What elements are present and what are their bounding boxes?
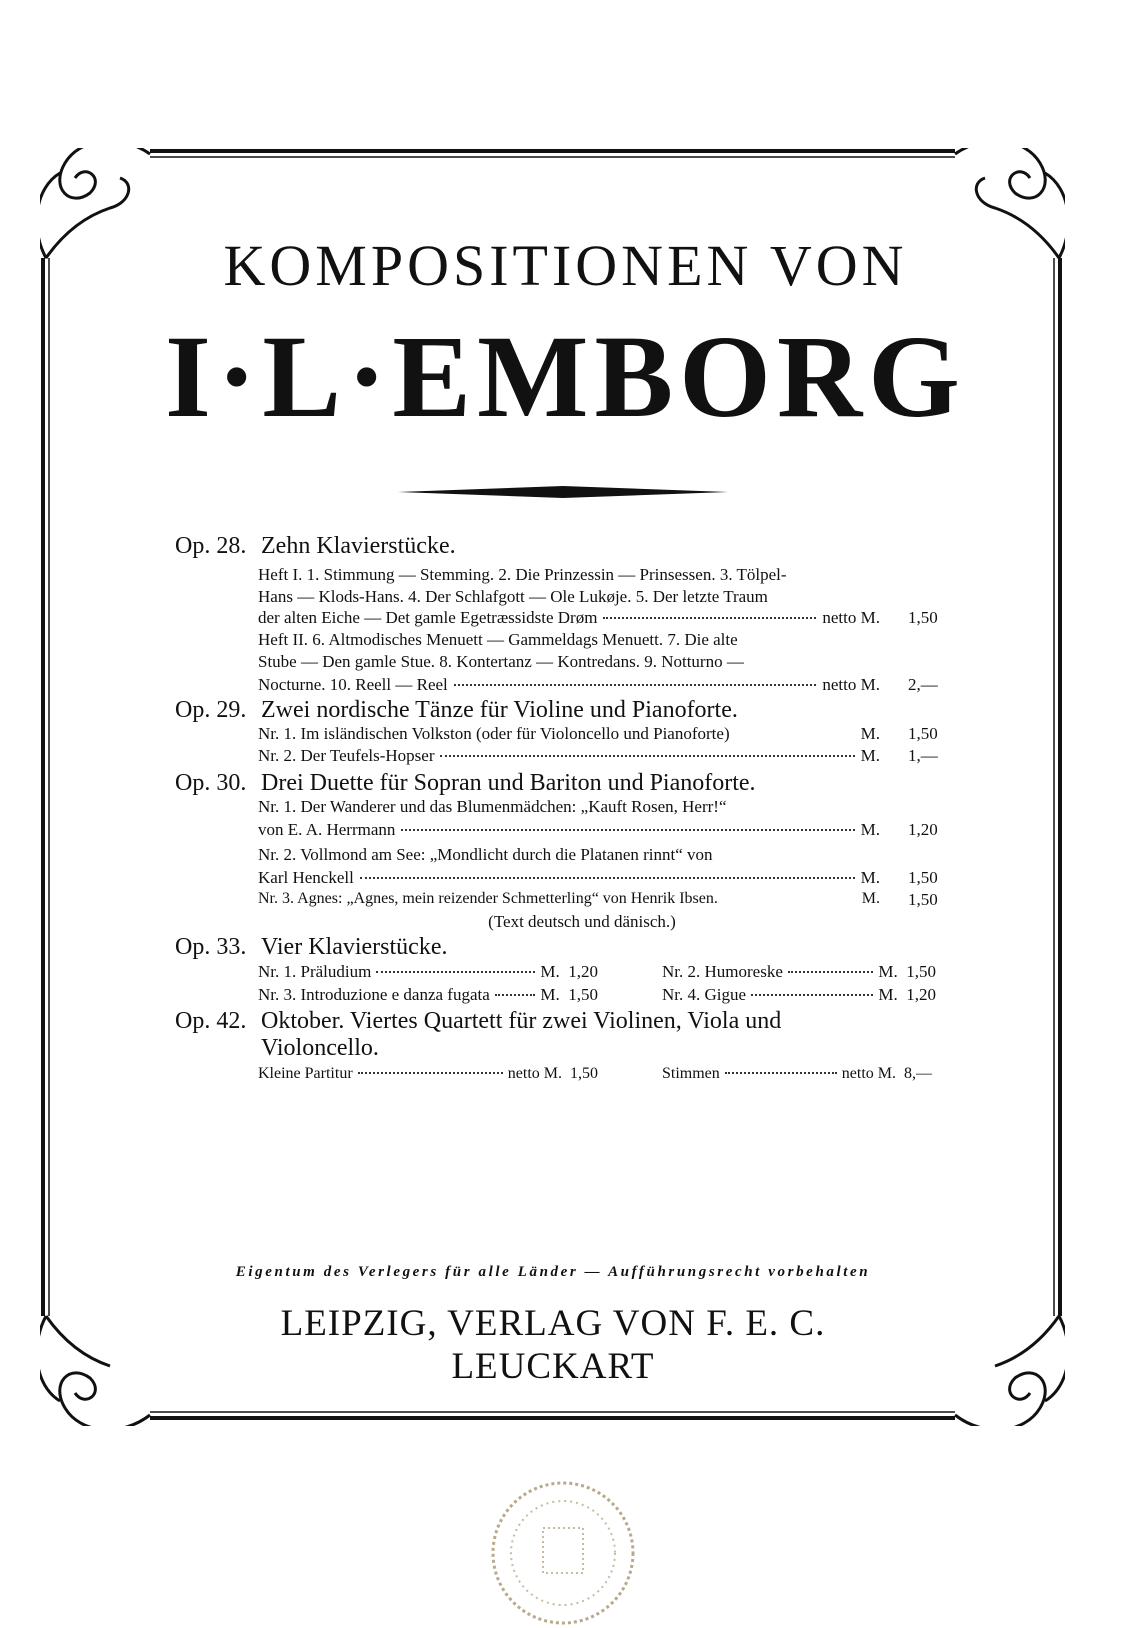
work-line: Nr. 3. Agnes: „Agnes, mein reizender Schmetterling“ von Henrik Ibsen. M.	[258, 890, 880, 907]
work-heading-op30: Op. 30. Drei Duette für Sopran und Bariton und Pianoforte.	[175, 770, 756, 796]
work-line: Stimmen netto M. 8,—	[662, 1065, 932, 1082]
work-heading-op28: Op. 28. Zehn Klavierstücke.	[175, 533, 456, 559]
work-line: Heft I. 1. Stimmung — Stemming. 2. Die Prinzessin — Prinsessen. 3. Tölpel-	[258, 565, 787, 584]
work-line: Nr. 2. Humoreske M. 1,50	[662, 962, 936, 981]
price: 1,20	[908, 820, 938, 839]
price: 1,50	[908, 868, 938, 887]
rights-notice: Eigentum des Verlegers für alle Länder — Aufführungsrecht vorbehalten	[235, 1264, 871, 1280]
price: 1,50	[908, 724, 938, 743]
work-heading-op33: Op. 33. Vier Klavierstücke.	[175, 934, 448, 960]
work-line: von E. A. Herrmann M.	[258, 820, 880, 839]
work-line: Nr. 4. Gigue M. 1,20	[662, 985, 936, 1004]
price: 1,50	[908, 608, 938, 627]
work-line: Stube — Den gamle Stue. 8. Kontertanz — Kontredans. 9. Notturno —	[258, 652, 744, 671]
work-heading-op42: Op. 42. Oktober. Viertes Quartett für zwei Violinen, Viola und	[175, 1008, 782, 1034]
work-line: Nr. 2. Der Teufels-Hopser M.	[258, 746, 880, 765]
work-heading-op42-cont: Violoncello.	[261, 1035, 379, 1061]
work-line: Kleine Partitur netto M. 1,50	[258, 1065, 598, 1082]
work-line: Heft II. 6. Altmodisches Menuett — Gammeldags Menuett. 7. Die alte	[258, 630, 738, 649]
work-heading-op29: Op. 29. Zwei nordische Tänze für Violine und Pianoforte.	[175, 697, 738, 723]
work-line: Nr. 3. Introduzione e danza fugata M. 1,50	[258, 985, 598, 1004]
price: 1,50	[908, 890, 938, 909]
text-language-note: (Text deutsch und dänisch.)	[488, 912, 676, 931]
publisher-imprint: LEIPZIG, VERLAG VON F. E. C. LEUCKART	[280, 1303, 826, 1387]
work-line: Nr. 1. Im isländischen Volkston (oder für Violoncello und Pianoforte) M.	[258, 724, 880, 743]
work-line: Hans — Klods-Hans. 4. Der Schlafgott — Ole Lukøje. 5. Der letzte Traum	[258, 587, 768, 606]
work-line: Nocturne. 10. Reell — Reel netto M.	[258, 675, 880, 694]
work-line: Nr. 1. Der Wanderer und das Blumenmädchen: „Kauft Rosen, Herr!“	[258, 797, 727, 816]
composer-name: I·L·EMBORG	[165, 311, 966, 442]
decorative-rule	[398, 485, 728, 499]
library-stamp	[488, 1478, 638, 1628]
work-line: Nr. 2. Vollmond am See: „Mondlicht durch die Platanen rinnt“ von	[258, 845, 713, 864]
work-line: der alten Eiche — Det gamle Egetræssidste Drøm netto M.	[258, 608, 880, 627]
price: 2,—	[908, 675, 938, 694]
price: 1,—	[908, 746, 938, 765]
work-line: Nr. 1. Präludium M. 1,20	[258, 962, 598, 981]
heading-compositions: KOMPOSITIONEN VON	[223, 233, 908, 298]
work-line: Karl Henckell M.	[258, 868, 880, 887]
